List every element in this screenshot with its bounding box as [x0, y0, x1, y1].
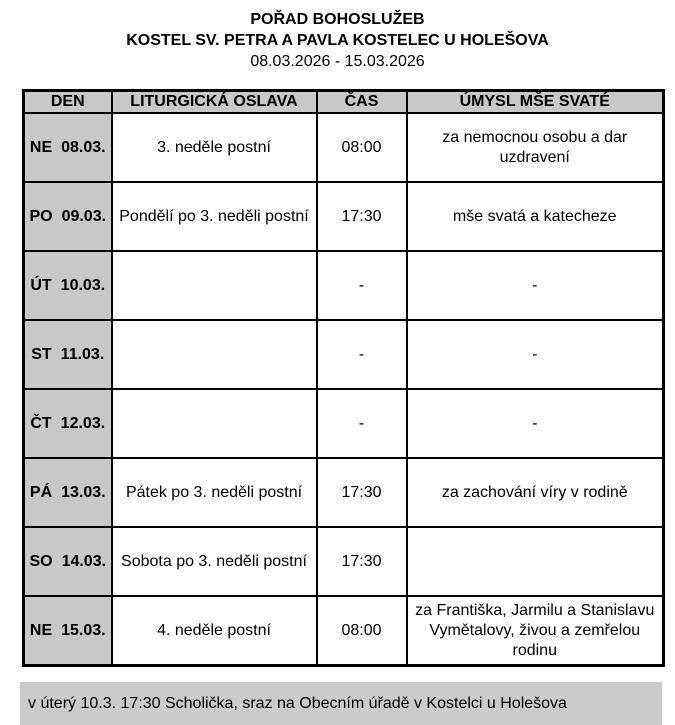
- celebration-cell: Pondělí po 3. neděli postní: [112, 182, 317, 251]
- footer-note-text: v úterý 10.3. 17:30 Scholička, sraz na Obecním úřadě v Kostelci u Holešova: [28, 694, 567, 712]
- day-cell: [24, 389, 112, 458]
- celebration-cell: [112, 389, 317, 458]
- day-abbrev: NE: [29, 138, 53, 156]
- schedule-row: [24, 320, 664, 389]
- celebration-cell: [112, 251, 317, 320]
- schedule-row: [24, 527, 664, 596]
- celebration-cell: 3. neděle postní: [112, 113, 317, 182]
- time-cell: 08:00: [317, 596, 407, 666]
- intention-cell: -: [407, 251, 664, 320]
- schedule-row: [24, 251, 664, 320]
- intention-cell: za nemocnou osobu a dar uzdravení: [407, 113, 664, 182]
- schedule-row: [24, 113, 664, 182]
- page-title: POŘAD BOHOSLUŽEB: [250, 11, 425, 28]
- day-wrap: [26, 208, 110, 226]
- time-cell: -: [317, 320, 407, 389]
- celebration-cell: Sobota po 3. neděli postní: [112, 527, 317, 596]
- page-header: [0, 0, 675, 72]
- column-header-day: DEN: [24, 91, 112, 114]
- day-cell: [24, 251, 112, 320]
- day-cell: [24, 182, 112, 251]
- time-cell: 08:00: [317, 113, 407, 182]
- schedule-row: [24, 389, 664, 458]
- day-abbrev: ÚT: [30, 276, 52, 294]
- header-row: [24, 91, 664, 114]
- day-date: 14.03.: [61, 552, 107, 570]
- celebration-cell: Pátek po 3. neděli postní: [112, 458, 317, 527]
- intention-cell: za Františka, Jarmilu a Stanislavu Vymětalovy, živou a zemřelou rodinu: [407, 596, 664, 666]
- column-header-celebration: LITURGICKÁ OSLAVA: [112, 91, 317, 114]
- celebration-cell: 4. neděle postní: [112, 596, 317, 666]
- footer-note: [20, 682, 662, 725]
- schedule-row: [24, 182, 664, 251]
- schedule-row: [24, 596, 664, 666]
- day-date: 15.03.: [61, 621, 106, 639]
- day-cell: [24, 458, 112, 527]
- day-date: 08.03.: [61, 138, 106, 156]
- intention-cell: [407, 527, 664, 596]
- day-abbrev: PO: [29, 207, 53, 225]
- time-cell: -: [317, 251, 407, 320]
- column-header-time: ČAS: [317, 91, 407, 114]
- column-header-intention: ÚMYSL MŠE SVATÉ: [407, 91, 664, 114]
- church-name: KOSTEL SV. PETRA A PAVLA KOSTELEC U HOLEŠOVA: [126, 32, 549, 49]
- celebration-cell: [112, 320, 317, 389]
- intention-cell: -: [407, 389, 664, 458]
- day-cell: [24, 320, 112, 389]
- day-wrap: [26, 277, 110, 295]
- day-wrap: [26, 622, 110, 640]
- day-wrap: [26, 139, 110, 157]
- day-wrap: [26, 553, 110, 571]
- schedule-table: [22, 89, 665, 667]
- day-abbrev: NE: [29, 621, 53, 639]
- time-cell: 17:30: [317, 527, 407, 596]
- day-wrap: [26, 484, 110, 502]
- day-cell: [24, 113, 112, 182]
- day-cell: [24, 596, 112, 666]
- time-cell: 17:30: [317, 458, 407, 527]
- intention-cell: za zachování víry v rodině: [407, 458, 664, 527]
- time-cell: -: [317, 389, 407, 458]
- day-date: 11.03.: [60, 345, 105, 363]
- day-wrap: [26, 346, 110, 364]
- date-range: 08.03.2026 - 15.03.2026: [250, 53, 425, 70]
- schedule-table-body: [24, 113, 664, 666]
- day-date: 12.03.: [60, 414, 106, 432]
- intention-cell: -: [407, 320, 664, 389]
- day-date: 09.03.: [61, 207, 107, 225]
- day-wrap: [26, 415, 110, 433]
- day-abbrev: ČT: [30, 414, 52, 432]
- day-abbrev: SO: [29, 552, 53, 570]
- schedule-table-head: [24, 91, 664, 114]
- intention-cell: mše svatá a katecheze: [407, 182, 664, 251]
- day-date: 13.03.: [61, 483, 106, 501]
- day-abbrev: ST: [31, 345, 52, 363]
- day-cell: [24, 527, 112, 596]
- day-abbrev: PÁ: [29, 483, 53, 501]
- time-cell: 17:30: [317, 182, 407, 251]
- schedule-row: [24, 458, 664, 527]
- day-date: 10.03.: [60, 276, 106, 294]
